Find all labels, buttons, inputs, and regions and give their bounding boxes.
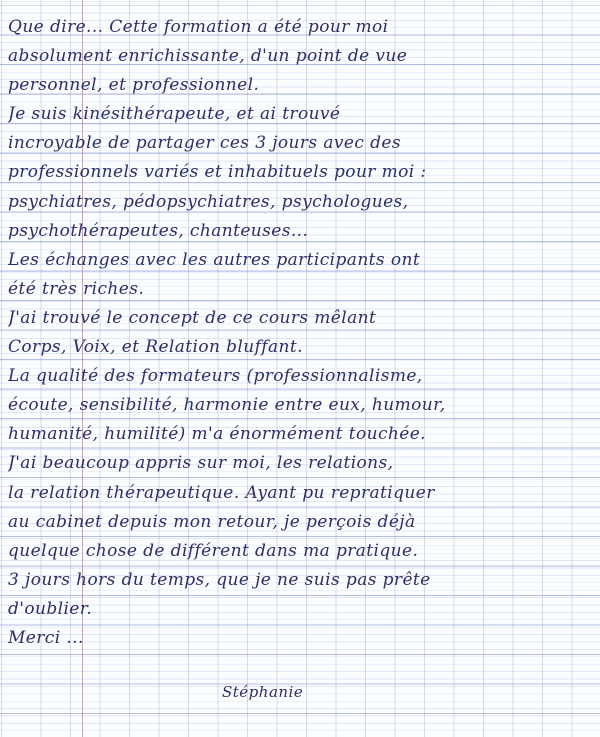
letter-line: J'ai beaucoup appris sur moi, les relations, [8,453,394,474]
signature: Stéphanie [222,683,304,701]
letter-line: psychiatres, pédopsychiatres, psychologues, [8,191,409,212]
letter-line: humanité, humilité) m'a énormément touchée. [8,424,426,445]
letter-line: incroyable de partager ces 3 jours avec des [8,133,401,154]
letter-line: J'ai trouvé le concept de ce cours mêlant [8,307,377,328]
letter-line: personnel, et professionnel. [8,75,260,96]
letter-line: au cabinet depuis mon retour, je perçois déjà [8,511,416,532]
letter-line: Merci ... [8,627,84,648]
letter-line: absolument enrichissante, d'un point de vue [8,46,408,67]
letter-line: quelque chose de différent dans ma pratique. [8,540,419,561]
letter-line: la relation thérapeutique. Ayant pu repratiquer [8,482,435,503]
letter-line: été très riches. [8,278,145,299]
letter-line: psychothérapeutes, chanteuses... [8,220,309,241]
letter-line: d'oublier. [8,598,93,619]
letter-line: Que dire... Cette formation a été pour moi [8,17,389,37]
letter-line: Je suis kinésithérapeute, et ai trouvé [8,104,341,125]
letter-line: La qualité des formateurs (professionnalisme, [8,366,423,387]
letter-line: 3 jours hors du temps, que je ne suis pas prête [8,569,431,590]
letter-line: Les échanges avec les autres participants ont [8,249,421,270]
letter-line: Corps, Voix, et Relation bluffant. [8,337,303,358]
letter-line: écoute, sensibilité, harmonie entre eux, humour, [8,395,446,416]
letter-line: professionnels variés et inhabituels pour moi : [8,162,427,183]
handwritten-letter [8,13,588,653]
